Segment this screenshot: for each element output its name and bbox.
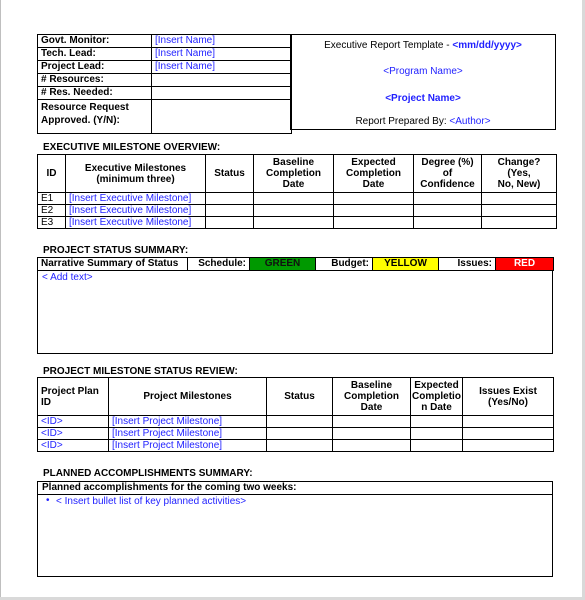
col-header-change bbox=[482, 155, 557, 193]
table-row bbox=[38, 193, 557, 205]
header-value-field[interactable]: [Insert Name] bbox=[152, 61, 292, 74]
col-header-line: Completion Date bbox=[344, 391, 399, 413]
col-header-line: Baseline bbox=[350, 380, 393, 391]
col-header-line: Baseline bbox=[272, 157, 315, 168]
header-label: Govt. Monitor: bbox=[38, 35, 152, 48]
plan-id-field[interactable]: <ID> bbox=[38, 428, 109, 440]
plan-id-field[interactable]: <ID> bbox=[38, 416, 109, 428]
col-header-line: Project Plan bbox=[41, 385, 99, 397]
status-cell[interactable] bbox=[267, 416, 333, 428]
issues-label: Issues: bbox=[439, 258, 496, 271]
header-value-field[interactable]: [Insert Name] bbox=[152, 35, 292, 48]
status-indicator-row bbox=[37, 257, 554, 271]
confidence-cell[interactable] bbox=[414, 193, 482, 205]
confidence-cell[interactable] bbox=[414, 217, 482, 229]
col-header-baseline-date bbox=[333, 378, 411, 416]
header-value-field[interactable] bbox=[152, 87, 292, 100]
header-value-field[interactable] bbox=[152, 74, 292, 87]
budget-label: Budget: bbox=[316, 258, 373, 271]
resource-request-line2: Approved. (Y/N): bbox=[41, 115, 120, 126]
milestone-id: E2 bbox=[38, 205, 66, 217]
report-title-line bbox=[291, 40, 555, 51]
issues-exist-cell[interactable] bbox=[463, 440, 554, 452]
col-header-line: (Yes/No) bbox=[487, 396, 528, 408]
issues-exist-cell[interactable] bbox=[463, 428, 554, 440]
header-label: # Res. Needed: bbox=[38, 87, 152, 100]
change-cell[interactable] bbox=[482, 205, 557, 217]
baseline-date-cell[interactable] bbox=[333, 416, 411, 428]
table-row bbox=[38, 440, 554, 452]
expected-date-cell[interactable] bbox=[334, 193, 414, 205]
status-header-row bbox=[38, 258, 554, 271]
header-row bbox=[38, 35, 292, 48]
table-row bbox=[38, 416, 554, 428]
change-cell[interactable] bbox=[482, 217, 557, 229]
project-milestone-field[interactable]: [Insert Project Milestone] bbox=[109, 440, 267, 452]
header-row bbox=[38, 48, 292, 61]
accomplishments-textarea[interactable] bbox=[37, 494, 553, 577]
col-header-line: Change? (Yes, bbox=[497, 157, 541, 179]
col-header-issues-exist bbox=[463, 378, 554, 416]
plan-id-field[interactable]: <ID> bbox=[38, 440, 109, 452]
project-milestone-field[interactable]: [Insert Project Milestone] bbox=[109, 428, 267, 440]
program-name-field[interactable]: <Program Name> bbox=[383, 66, 463, 77]
header-label: Project Lead: bbox=[38, 61, 152, 74]
table-header-row bbox=[38, 155, 557, 193]
expected-date-cell[interactable] bbox=[334, 217, 414, 229]
prepared-by-line bbox=[291, 116, 555, 127]
col-header-confidence bbox=[414, 155, 482, 193]
col-header-line: Expected bbox=[414, 380, 459, 391]
baseline-date-cell[interactable] bbox=[333, 440, 411, 452]
col-header-line: No, New) bbox=[497, 179, 541, 190]
status-cell[interactable] bbox=[206, 217, 254, 229]
col-header-status: Status bbox=[206, 155, 254, 193]
col-header-line: Confidence bbox=[420, 179, 475, 190]
col-header-project-milestones: Project Milestones bbox=[109, 378, 267, 416]
status-cell[interactable] bbox=[206, 205, 254, 217]
project-milestone-table bbox=[37, 377, 554, 452]
report-date-field[interactable]: <mm/dd/yyyy> bbox=[452, 40, 522, 51]
status-summary-section-title: PROJECT STATUS SUMMARY: bbox=[43, 245, 189, 256]
col-header-line: Completion bbox=[346, 168, 401, 179]
author-field[interactable]: <Author> bbox=[449, 116, 491, 127]
expected-date-cell[interactable] bbox=[334, 205, 414, 217]
col-header-plan-id bbox=[38, 378, 109, 416]
header-row bbox=[38, 61, 292, 74]
status-narrative-textarea[interactable] bbox=[37, 270, 553, 354]
milestone-name-field[interactable]: [Insert Executive Milestone] bbox=[66, 217, 206, 229]
table-row bbox=[38, 428, 554, 440]
baseline-date-cell[interactable] bbox=[333, 428, 411, 440]
table-header-row bbox=[38, 378, 554, 416]
exec-milestone-section-title: EXECUTIVE MILESTONE OVERVIEW: bbox=[43, 142, 221, 153]
schedule-status-badge[interactable]: GREEN bbox=[250, 258, 316, 271]
col-header-baseline-date bbox=[254, 155, 334, 193]
header-value-field[interactable]: [Insert Name] bbox=[152, 48, 292, 61]
table-row bbox=[38, 217, 557, 229]
table-row bbox=[38, 205, 557, 217]
bullet-icon: • bbox=[46, 495, 50, 506]
resource-request-label bbox=[38, 100, 152, 134]
header-label: # Resources: bbox=[38, 74, 152, 87]
header-row bbox=[38, 87, 292, 100]
milestone-id: E3 bbox=[38, 217, 66, 229]
project-milestone-field[interactable]: [Insert Project Milestone] bbox=[109, 416, 267, 428]
col-header-line: Completio bbox=[412, 391, 461, 402]
report-title: Executive Report Template - bbox=[324, 40, 453, 51]
header-row bbox=[38, 74, 292, 87]
status-cell[interactable] bbox=[267, 428, 333, 440]
exec-milestone-table bbox=[37, 154, 557, 229]
col-header-expected-date bbox=[411, 378, 463, 416]
planned-activities-placeholder: < Insert bullet list of key planned activities> bbox=[56, 496, 247, 507]
baseline-date-cell[interactable] bbox=[254, 205, 334, 217]
expected-date-cell[interactable] bbox=[411, 416, 463, 428]
budget-status-badge[interactable]: YELLOW bbox=[373, 258, 439, 271]
resource-request-field[interactable] bbox=[152, 100, 292, 134]
issues-exist-cell[interactable] bbox=[463, 416, 554, 428]
prepared-by-label: Report Prepared By: bbox=[355, 116, 450, 127]
issues-status-badge[interactable]: RED bbox=[496, 258, 554, 271]
status-cell[interactable] bbox=[206, 193, 254, 205]
col-header-line: Date bbox=[362, 179, 385, 190]
project-name-field[interactable]: <Project Name> bbox=[385, 93, 461, 104]
change-cell[interactable] bbox=[482, 193, 557, 205]
col-header-expected-date bbox=[334, 155, 414, 193]
baseline-date-cell[interactable] bbox=[254, 217, 334, 229]
milestone-id: E1 bbox=[38, 193, 66, 205]
col-header-line: ID bbox=[41, 396, 51, 408]
col-header-line: Degree (%) of bbox=[421, 157, 474, 179]
col-header-line: n Date bbox=[421, 402, 452, 413]
accomplishments-section-title: PLANNED ACCOMPLISHMENTS SUMMARY: bbox=[43, 468, 253, 479]
status-cell[interactable] bbox=[267, 440, 333, 452]
col-header-line: Executive Milestones bbox=[84, 162, 187, 174]
milestone-name-field[interactable]: [Insert Executive Milestone] bbox=[66, 193, 206, 205]
milestone-review-section-title: PROJECT MILESTONE STATUS REVIEW: bbox=[43, 366, 238, 377]
add-text-placeholder: < Add text> bbox=[42, 272, 93, 283]
milestone-name-field[interactable]: [Insert Executive Milestone] bbox=[66, 205, 206, 217]
header-info-table bbox=[37, 34, 292, 134]
col-header-status: Status bbox=[267, 378, 333, 416]
col-header-line: Expected bbox=[351, 157, 396, 168]
header-label: Tech. Lead: bbox=[38, 48, 152, 61]
report-title-block bbox=[290, 34, 556, 130]
header-row bbox=[38, 100, 292, 134]
col-header-line: Issues Exist bbox=[479, 385, 537, 397]
confidence-cell[interactable] bbox=[414, 205, 482, 217]
col-header-line: Date bbox=[282, 179, 305, 190]
page-left-border bbox=[0, 0, 1, 600]
col-header-line: Completion bbox=[266, 168, 321, 179]
accomplishments-header: Planned accomplishments for the coming two weeks: bbox=[37, 481, 553, 495]
col-header-line: (minimum three) bbox=[96, 173, 175, 185]
schedule-label: Schedule: bbox=[188, 258, 250, 271]
resource-request-line1: Resource Request bbox=[41, 102, 129, 113]
narrative-summary-label: Narrative Summary of Status bbox=[38, 258, 188, 271]
expected-date-cell[interactable] bbox=[411, 440, 463, 452]
col-header-id: ID bbox=[38, 155, 66, 193]
baseline-date-cell[interactable] bbox=[254, 193, 334, 205]
expected-date-cell[interactable] bbox=[411, 428, 463, 440]
col-header-exec-milestones bbox=[66, 155, 206, 193]
